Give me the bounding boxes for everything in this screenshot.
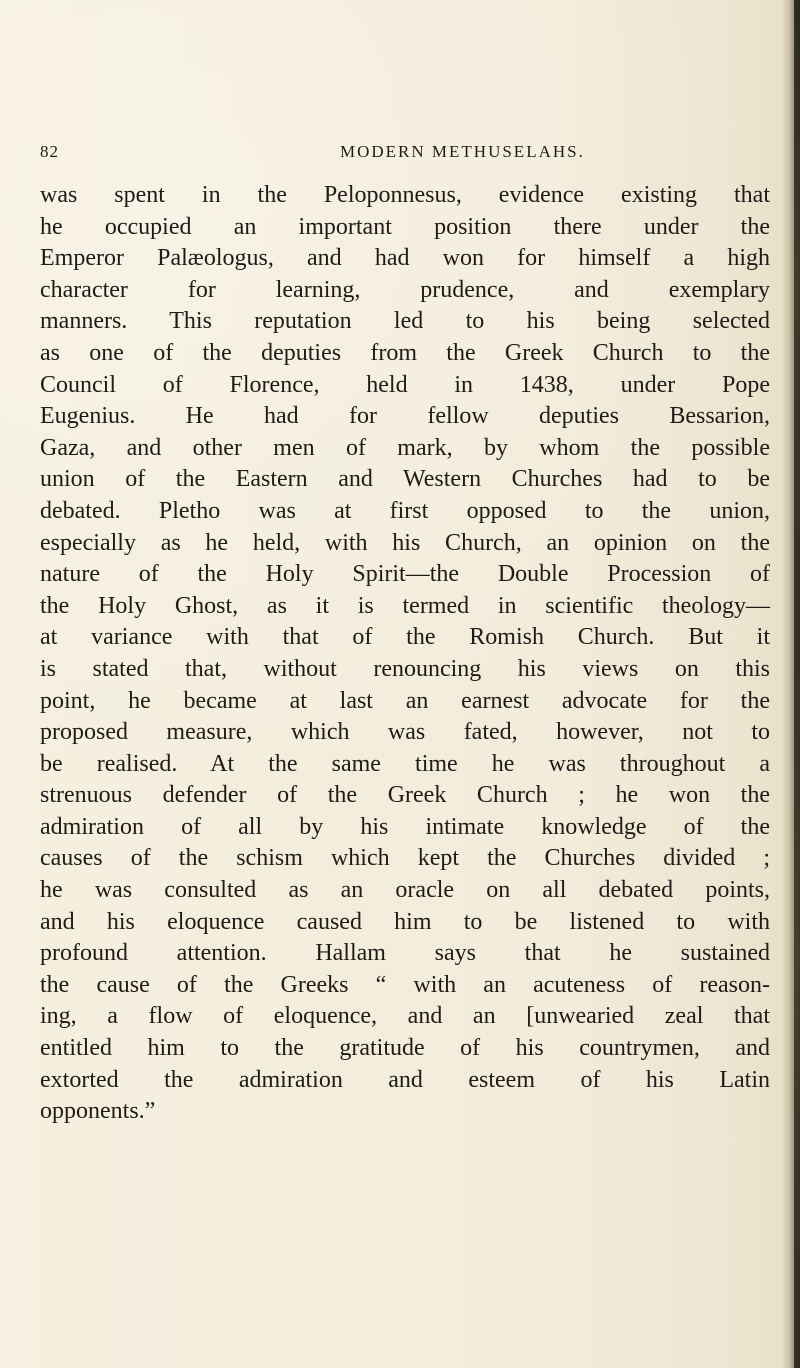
text-line: the cause of the Greeks “ with an acuteness of reason- — [40, 971, 770, 998]
text-line: as one of the deputies from the Greek Church to the — [40, 339, 770, 366]
text-line: strenuous defender of the Greek Church ; he won the — [40, 782, 770, 809]
text-line: character for learning, prudence, and exemplary — [40, 276, 770, 303]
text-line: Eugenius. He had for fellow deputies Bessarion, — [40, 403, 770, 430]
text-line: debated. Pletho was at first opposed to the union, — [40, 497, 770, 524]
page-header — [40, 142, 770, 170]
text-line: opponents.” — [40, 1098, 156, 1125]
text-line: be realised. At the same time he was throughout a — [40, 750, 770, 777]
page-edge-shadow — [782, 0, 800, 1368]
text-line: he occupied an important position there under the — [40, 213, 770, 240]
text-line: admiration of all by his intimate knowledge of the — [40, 813, 770, 840]
body-paragraph — [40, 180, 770, 1128]
text-line: ing, a flow of eloquence, and an [unwearied zeal that — [40, 1003, 770, 1030]
text-line: causes of the schism which kept the Churches divided ; — [40, 845, 770, 872]
text-line: point, he became at last an earnest advocate for the — [40, 687, 770, 714]
text-line: was spent in the Peloponnesus, evidence existing that — [40, 182, 770, 208]
text-line: and his eloquence caused him to be listened to with — [40, 908, 770, 935]
text-line: the Holy Ghost, as it is termed in scientific theology— — [40, 592, 770, 619]
text-line: manners. This reputation led to his being selected — [40, 308, 770, 335]
running-head: MODERN METHUSELAHS. — [340, 142, 585, 161]
text-line: is stated that, without renouncing his views on this — [40, 655, 770, 682]
text-line: at variance with that of the Romish Church. But it — [40, 624, 770, 651]
text-line: entitled him to the gratitude of his countrymen, and — [40, 1035, 770, 1062]
text-line: extorted the admiration and esteem of his Latin — [40, 1066, 770, 1093]
text-line: union of the Eastern and Western Churches had to be — [40, 466, 770, 493]
page-number: 82 — [40, 142, 59, 161]
text-line: profound attention. Hallam says that he sustained — [40, 940, 770, 967]
text-line: especially as he held, with his Church, an opinion on the — [40, 529, 770, 556]
text-line: he was consulted as an oracle on all debated points, — [40, 877, 770, 904]
text-line: Emperor Palæologus, and had won for himself a high — [40, 245, 770, 272]
text-line: proposed measure, which was fated, however, not to — [40, 719, 770, 746]
text-line: Council of Florence, held in 1438, under Pope — [40, 371, 770, 398]
text-line: nature of the Holy Spirit—the Double Procession of — [40, 561, 770, 588]
text-line: Gaza, and other men of mark, by whom the possible — [40, 434, 770, 461]
